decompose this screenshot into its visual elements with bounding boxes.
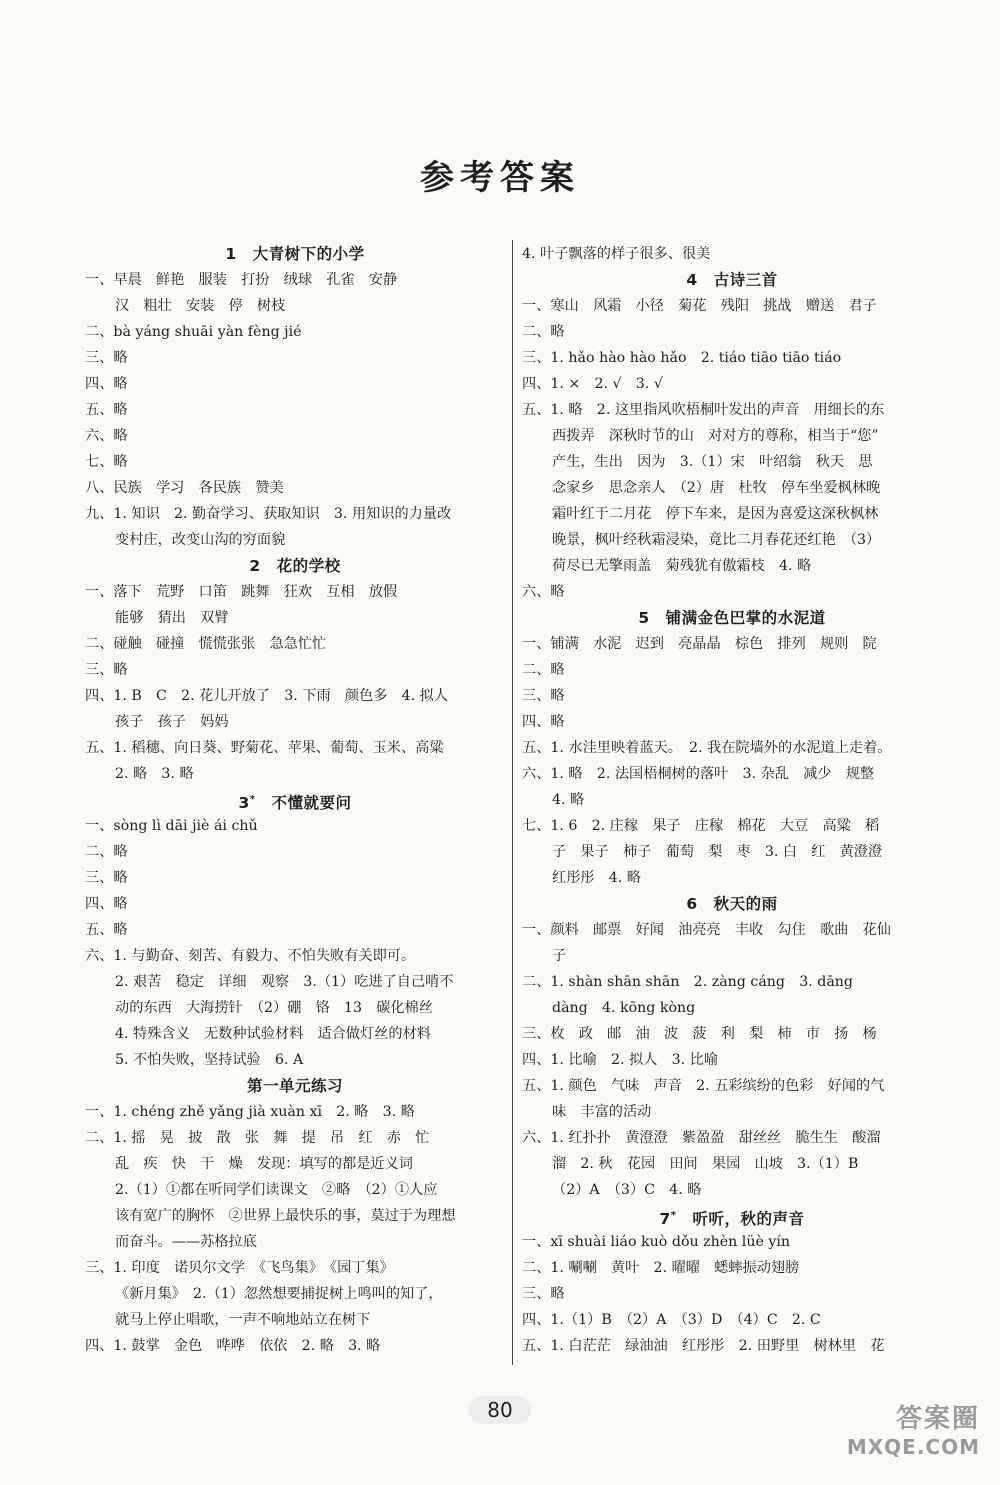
answer-line: 六、1. 红扑扑 黄澄澄 紫盈盈 甜丝丝 脆生生 酸溜 [522,1130,881,1146]
answer-line: 三、略 [522,688,565,704]
answer-line: 四、1. B C 2. 花儿开放了 3. 下雨 颜色多 4. 拟人 [85,688,449,704]
answer-line: 六、略 [522,584,565,600]
answer-line: 一、落下 荒野 口笛 跳舞 狂欢 互相 放假 [85,584,398,600]
answer-line: 四、略 [85,376,128,392]
answer-line: 七、略 [85,454,128,470]
answer-line-continuation: 子 [552,948,567,964]
answer-line: 六、1. 与勤奋、刻苦、有毅力、不怕失败有关即可。 [85,948,416,964]
answer-line-continuation: 能够 猜出 双臂 [115,610,229,626]
answer-line: 二、略 [522,324,565,340]
answer-line: 一、寒山 风霜 小径 菊花 残阳 挑战 赠送 君子 [522,298,877,314]
answer-line: 四、1. 鼓掌 金色 哗哗 依依 2. 略 3. 略 [85,1338,381,1354]
answer-line-continuation: （2）A （3）C 4. 略 [552,1182,702,1198]
answer-line: 一、颜料 邮票 好闻 油亮亮 丰收 勾住 歌曲 花仙 [522,922,891,938]
watermark-logo [847,1398,980,1459]
right-answer-column [522,241,942,1359]
answer-line: 五、1. 白茫茫 绿油油 红彤彤 2. 田野里 树林里 花 [522,1338,885,1354]
answer-line: 一、sòng lì dāi jiè ái chǔ [85,818,258,834]
answer-line: 二、略 [522,662,565,678]
answer-line: 二、1. shàn shān shān 2. zàng cáng 3. dāng [522,974,853,990]
answer-line: 二、1. 摇 晃 披 散 张 舞 提 吊 红 赤 忙 [85,1130,430,1146]
answer-line: 五、1. 略 2. 这里指风吹梧桐叶发出的声音 用细长的东 [522,402,885,418]
answer-line: 八、民族 学习 各民族 赞美 [85,480,284,496]
answer-line-continuation: dàng 4. kōng kòng [552,1000,696,1016]
section-heading [522,891,942,917]
answer-line-continuation: 溜 2. 秋 花园 田间 果园 山坡 3.（1）B [552,1156,859,1172]
answer-line-continuation: 2.（1）①都在听同学们读课文 ②略 （2）①人应 [115,1182,438,1198]
optional-lesson-mark: * [249,794,256,805]
answer-line: 四、1. 比喻 2. 拟人 3. 比喻 [522,1052,719,1068]
answer-line: 一、早晨 鲜艳 服装 打扮 绒球 孔雀 安静 [85,272,398,288]
answer-line: 四、略 [522,714,565,730]
answer-line-continuation: 2. 艰苦 稳定 详细 观察 3.（1）吃进了自己啃不 [115,974,454,990]
answer-line: 五、1. 水洼里映着蓝天。 2. 我在院墙外的水泥道上走着。 [522,740,892,756]
section-heading-text: 1 大青树下的小学 [225,245,365,263]
section-heading [522,267,942,293]
page-number-text: 80 [469,1396,530,1424]
answer-line-continuation: 动的东西 大海捞针 （2）硼 铬 13 碳化棉丝 [115,1000,433,1016]
answer-line: 二、碰触 碰撞 慌慌张张 急急忙忙 [85,636,327,652]
answer-line: 4. 叶子飘落的样子很多、很美 [522,246,711,262]
section-heading-title: 不懂就要问 [255,794,352,812]
answer-line: 二、1. 唰唰 黄叶 2. 曜曜 蟋蟀振动翅膀 [522,1260,800,1276]
answer-line-continuation: 西拨弄 深秋时节的山 对对方的尊称，相当于“您” [552,428,879,444]
watermark-en-text: MXQE.COM [846,1435,980,1459]
answer-line-continuation: 红彤彤 4. 略 [552,870,641,886]
left-answer-column [85,241,505,1359]
answer-line-continuation: 2. 略 3. 略 [115,766,194,782]
answer-line: 五、略 [85,402,128,418]
answer-line: 一、1. chéng zhě yǎng jià xuàn xī 2. 略 3. 略 [85,1104,415,1120]
answer-line: 五、略 [85,922,128,938]
section-heading-text: 4 古诗三首 [686,271,778,289]
answer-line-continuation: 念家乡 思念亲人 （2）唐 杜牧 停车坐爱枫林晚 [552,480,881,496]
answer-line: 二、略 [85,844,128,860]
answer-line: 一、铺满 水泥 迟到 亮晶晶 棕色 排列 规则 院 [522,636,877,652]
answer-line: 三、略 [85,662,128,678]
answer-line: 三、1. hǎo hào hào hǎo 2. tiáo tiāo tiāo tiáo [522,350,842,366]
answer-line-continuation: 4. 特殊含义 无数种试验材料 适合做灯丝的材料 [115,1026,431,1042]
optional-lesson-mark: * [670,1210,677,1221]
section-heading [522,605,942,631]
answer-line: 三、略 [85,870,128,886]
answer-line: 三、略 [522,1286,565,1302]
answer-line: 四、略 [85,896,128,912]
section-heading [85,241,505,267]
column-divider [512,240,513,1365]
answer-line-continuation: 荷尽已无擎雨盖 菊残犹有傲霜枝 4. 略 [552,558,812,574]
answer-line-continuation: 乱 疾 快 干 燥 发现：填写的都是近义词 [115,1156,413,1172]
answer-line: 七、1. 6 2. 庄稼 果子 庄稼 棉花 大豆 高粱 稻 [522,818,880,834]
answer-line: 五、1. 稻穗、向日葵、野菊花、苹果、葡萄、玉米、高粱 [85,740,444,756]
answer-line-continuation: 该有宽广的胸怀 ②世界上最快乐的事，莫过于为理想 [115,1208,456,1224]
answer-line: 四、1.（1）B （2）A （3）D （4）C 2. C [522,1312,821,1328]
answer-line-continuation: 产生，生出 因为 3.（1）宋 叶绍翁 秋天 思 [552,454,873,470]
answer-line: 六、略 [85,428,128,444]
answer-line: 三、枚 政 邮 油 波 菠 利 梨 柿 市 扬 杨 [522,1026,877,1042]
section-heading [85,553,505,579]
answer-line-continuation: 孩子 孩子 妈妈 [115,714,229,730]
answer-line: 一、xī shuài liáo kuò dǒu zhèn lüè yín [522,1234,791,1250]
answer-line-continuation: 汉 粗壮 安装 停 树枝 [115,298,286,314]
answer-line-continuation: 变村庄，改变山沟的穷面貌 [115,532,286,548]
answer-line-continuation: 就马上停止唱歌，一声不响地站立在树下 [115,1312,371,1328]
section-heading-text: 5 铺满金色巴掌的水泥道 [638,609,826,627]
section-heading [85,787,505,813]
section-heading-text: 6 秋天的雨 [686,895,778,913]
section-heading [522,1203,942,1229]
answer-line-continuation: 味 丰富的活动 [552,1104,652,1120]
answer-line-continuation: 晚景，枫叶经秋霜浸染，竟比二月春花还红艳 （3） [552,532,881,548]
answer-line: 二、bà yáng shuāi yàn fèng jié [85,324,302,340]
section-heading-text: 2 花的学校 [249,557,341,575]
section-heading-text: 第一单元练习 [246,1077,343,1095]
section-heading-text: 3 [238,794,250,812]
answer-line: 六、1. 略 2. 法国梧桐树的落叶 3. 杂乱 减少 规整 [522,766,875,782]
section-heading-title: 听听，秋的声音 [676,1210,805,1228]
section-heading [85,1073,505,1099]
watermark-cn-text: 答案圈 [895,1404,980,1434]
answer-line-continuation: 霜叶红于二月花 停下车来，是因为喜爱这深秋枫林 [552,506,879,522]
answer-line-continuation: 5. 不怕失败，坚持试验 6. A [115,1052,304,1068]
answer-line: 三、略 [85,350,128,366]
page-title: 参考答案 [420,158,580,198]
answer-line-continuation: 而奋斗。——苏格拉底 [115,1234,257,1250]
answer-line-continuation: 4. 略 [552,792,585,808]
answer-line: 四、1. × 2. √ 3. √ [522,376,663,392]
answer-line: 三、1. 印度 诺贝尔文学 《飞鸟集》 《园丁集》 [85,1260,394,1276]
answer-line-continuation: 子 果子 柿子 葡萄 梨 枣 3. 白 红 黄澄澄 [552,844,883,860]
section-heading-text: 7 [659,1210,671,1228]
answer-line-continuation: 《新月集》 2.（1）忽然想要捕捉树上鸣叫的知了， [115,1286,443,1302]
answer-line: 五、1. 颜色 气味 声音 2. 五彩缤纷的色彩 好闻的气 [522,1078,885,1094]
answer-line: 九、1. 知识 2. 勤奋学习、获取知识 3. 用知识的力量改 [85,506,452,522]
